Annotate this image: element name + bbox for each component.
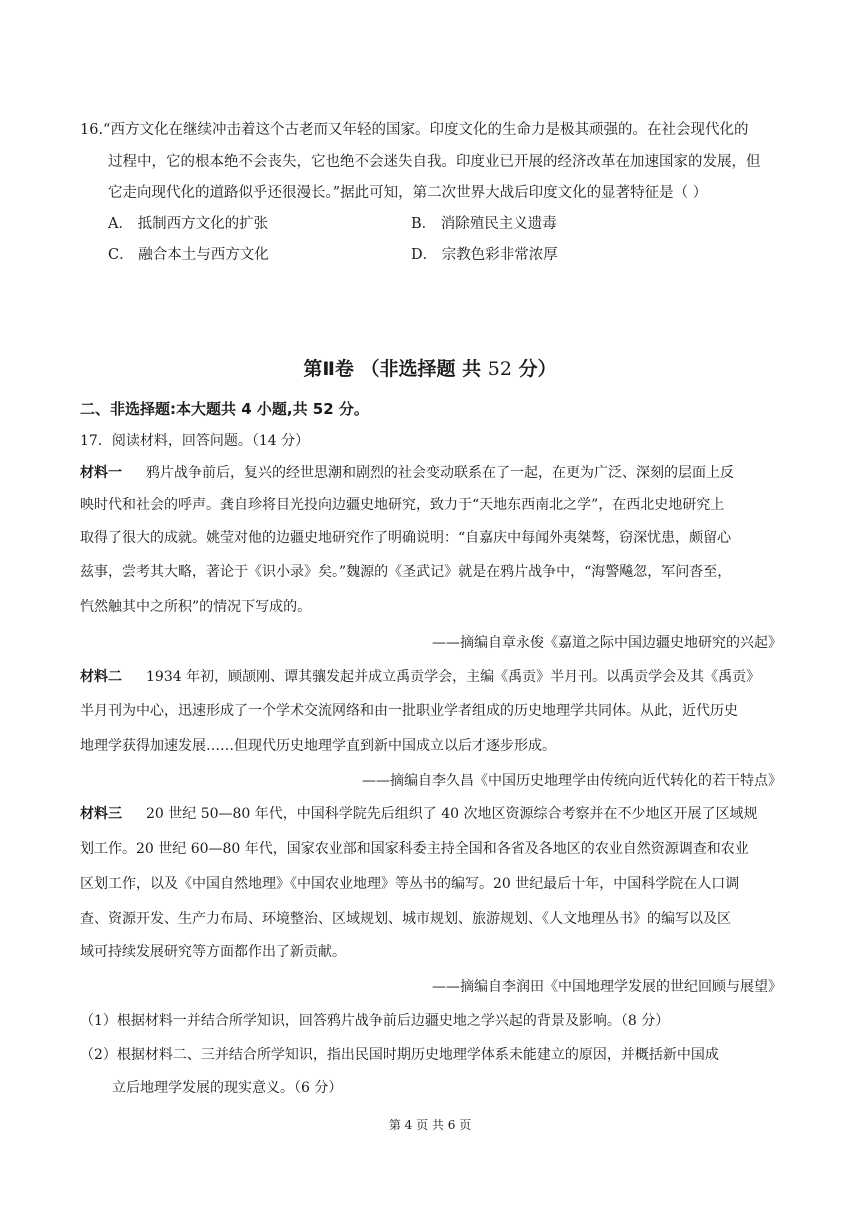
material-3-line-1: 20 世纪 50—80 年代，中国科学院先后组织了 40 次地区资源综合考察并在不少地区开展了区域规 [146, 806, 758, 822]
q16-option-b: B． 消除殖民主义遗毒 [411, 216, 557, 232]
part-heading: 二、非选择题:本大题共 4 小题,共 52 分。 [80, 400, 369, 418]
page-footer: 第 4 页 共 6 页 [388, 1118, 472, 1132]
sub-question-2: （2）根据材料二、三并结合所学知识，指出民国时期历史地理学体系未能建立的原因，并概括新中国成 [80, 1047, 719, 1063]
material-2-source: ——摘编自李久昌《中国历史地理学由传统向近代转化的若干特点》 [362, 773, 782, 789]
material-2-line-2: 半月刊为中心，迅速形成了一个学术交流网络和由一批职业学者组成的历史地理学共同体。从此，近代历史 [80, 703, 738, 719]
material-3-source: ——摘编自李润田《中国地理学发展的世纪回顾与展望》 [432, 979, 782, 995]
material-1-source: ——摘编自章永俊《嘉道之际中国边疆史地研究的兴起》 [432, 635, 782, 651]
section-title-prefix: 第Ⅱ卷 （非选择题 共 [303, 358, 482, 380]
q16-line-1: 16.“西方文化在继续冲击着这个古老而又年轻的国家。印度文化的生命力是极其顽强的。在社会现代化的 [80, 122, 749, 138]
material-1-line-1: 鸦片战争前后，复兴的经世思潮和剧烈的社会变动联系在了一起，在更为广泛、深刻的层面上反 [146, 465, 734, 481]
q17-stem: 17．阅读材料，回答问题。（14 分） [80, 433, 310, 449]
q16-option-a: A． 抵制西方文化的扩张 [108, 216, 269, 232]
q16-option-d: D． 宗教色彩非常浓厚 [411, 247, 558, 263]
material-2-label: 材料二 [80, 669, 122, 685]
material-2-line-1: 1934 年初，顾颉刚、谭其骧发起并成立禹贡学会，主编《禹贡》半月刊。以禹贡学会及其《禹贡》 [146, 669, 761, 685]
material-3-line-4: 查、资源开发、生产力布局、环境整治、区域规划、城市规划、旅游规划、《人文地理丛书》的编写以及区 [80, 911, 731, 927]
material-3-line-5: 域可持续发展研究等方面都作出了新贡献。 [80, 944, 346, 960]
section-title-suffix: 分） [518, 358, 557, 380]
material-3-line-3: 区划工作，以及《中国自然地理》《中国农业地理》等丛书的编写。20 世纪最后十年，中国科学院在人口调 [80, 876, 740, 892]
material-2-line-3: 地理学获得加速发展……但现代历史地理学直到新中国成立以后才逐步形成。 [80, 738, 556, 754]
q16-line-3: 它走向现代化的道路似乎还很漫长。”据此可知，第二次世界大战后印度文化的显著特征是（ ） [108, 185, 708, 201]
section-title-score: 52 [487, 358, 512, 380]
material-1-line-2: 映时代和社会的呼声。龚自珍将目光投向边疆史地研究，致力于“天地东西南北之学”，在西北史地研究上 [80, 497, 725, 513]
material-1-line-4: 兹事，尝考其大略，著论于《识小录》矣。”魏源的《圣武记》就是在鸦片战争中，“海警飚忽，军问沓至， [80, 564, 732, 580]
material-1-line-3: 取得了很大的成就。姚莹对他的边疆史地研究作了明确说明：“自嘉庆中每闻外夷桀骜，窃深忧患，颇留心 [80, 530, 732, 546]
section-title [0, 354, 860, 381]
material-3-label: 材料三 [80, 806, 122, 822]
sub-question-1: （1）根据材料一并结合所学知识，回答鸦片战争前后边疆史地之学兴起的背景及影响。（8 分） [80, 1013, 670, 1029]
material-1-line-5: 忾然触其中之所积”的情况下写成的。 [80, 599, 312, 615]
q16-option-c: C． 融合本土与西方文化 [108, 247, 269, 263]
material-1-label: 材料一 [80, 465, 122, 481]
q16-line-2: 过程中，它的根本绝不会丧失，它也绝不会迷失自我。印度业已开展的经济改革在加速国家的发展，但 [108, 154, 761, 170]
material-3-line-2: 划工作。20 世纪 60—80 年代，国家农业部和国家科委主持全国和各省及各地区的农业自然资源调查和农业 [80, 841, 749, 857]
sub-question-2-cont: 立后地理学发展的现实意义。（6 分） [112, 1080, 343, 1096]
